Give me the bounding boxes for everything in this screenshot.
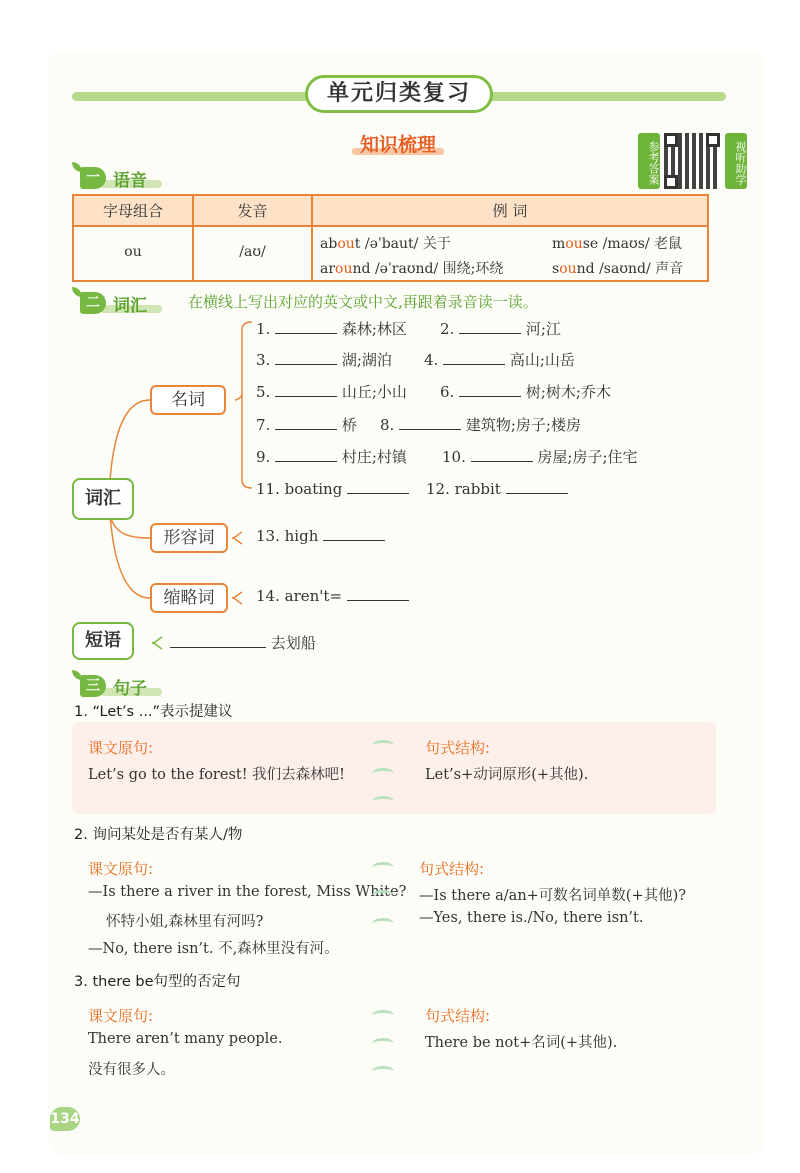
section-number: 三 [80,675,106,697]
section-number: 一 [80,167,106,189]
structure-text: —Is there a/an+可数名词单数(+其他)? [419,888,687,904]
category-noun: 名词 [150,385,226,415]
example-word: sound /saʊnd/ 声音 [552,261,684,277]
original-label: 课文原句: [88,860,154,878]
original-sentence: —No, there isn’t. 不,森林里没有河。 [88,941,339,957]
vocab-instruction: 在横线上写出对应的英文或中文,再跟着录音读一读。 [188,293,538,311]
category-phrase: 短语 [72,622,134,660]
structure-text: There be not+名词(+其他). [425,1035,618,1051]
arc-decoration [372,890,394,901]
structure-text: Let’s+动词原形(+其他). [425,767,589,783]
qr-code-icon[interactable] [662,131,722,191]
section-title: 句子 [113,679,147,699]
category-adjective: 形容词 [150,523,228,553]
category-abbreviation: 缩略词 [150,583,228,613]
pronunciation: /aʊ/ [239,244,266,260]
sentence-point-title: 2. 询问某处是否有某人/物 [74,827,243,843]
vocab-item: 10. 房屋;房子;住宅 [442,448,638,466]
section-subtitle: 知识梳理 [359,134,436,156]
arc-decoration [372,862,394,873]
vocab-item: 14. aren't= [256,586,409,605]
original-label: 课文原句: [88,739,154,757]
original-label: 课文原句: [88,1007,154,1025]
table-header: 字母组合 [102,202,163,220]
phonics-table [72,194,709,282]
original-sentence: 没有很多人。 [88,1062,175,1078]
sentence-point-title: 3. there be句型的否定句 [74,974,241,990]
vocab-item: 6. 树;树木;乔木 [440,383,611,401]
arc-decoration [372,918,394,929]
vocab-item: 7. 桥 [256,416,357,434]
sentence-point-title: 1. “Let’s ...”表示提建议 [74,704,233,720]
section-title: 词汇 [113,296,147,316]
structure-text: —Yes, there is./No, there isn’t. [419,910,644,926]
vocab-item: 2. 河;江 [440,320,561,338]
phrase-item: 去划船 [170,632,316,653]
original-sentence: 怀特小姐,森林里有河吗? [106,914,264,930]
section-number: 二 [80,292,106,314]
original-sentence: There aren’t many people. [88,1031,283,1047]
vocab-item: 11. boating [256,479,409,498]
table-header: 例 词 [492,202,528,220]
structure-label: 句式结构: [419,860,485,878]
section-title: 语音 [113,171,147,191]
example-word: about /əˈbaut/ 关于 [320,236,451,252]
original-sentence: —Is there a river in the forest, Miss White? [88,884,407,900]
vocab-item: 1. 森林;林区 [256,320,407,338]
vocab-item: 3. 湖;湖泊 [256,351,392,369]
vocab-item: 12. rabbit [426,479,568,498]
arc-decoration [372,1010,394,1021]
example-word: mouse /maʊs/ 老鼠 [552,236,683,252]
structure-label: 句式结构: [425,739,491,757]
example-word: around /əˈraʊnd/ 围绕;环绕 [320,261,504,277]
vocab-item: 4. 高山;山岳 [424,351,575,369]
letter-combination: ou [124,244,142,260]
table-header: 发音 [237,202,268,220]
arc-decoration [372,1066,394,1077]
vocab-item: 9. 村庄;村镇 [256,448,407,466]
page-number: 134 [50,1107,80,1131]
structure-label: 句式结构: [425,1007,491,1025]
vocab-item: 13. high [256,526,385,545]
arc-decoration [372,1038,394,1049]
audio-help-tag[interactable]: 视听助学 [725,133,747,189]
vocab-item: 8. 建筑物;房子;楼房 [380,416,581,434]
unit-title: 单元归类复习 [305,75,493,113]
vocab-item: 5. 山丘;小山 [256,383,407,401]
answer-tag[interactable]: 参考答案 [638,133,660,189]
original-sentence: Let’s go to the forest! 我们去森林吧! [88,767,345,783]
arc-decoration [372,740,394,751]
vocab-root: 词汇 [72,478,134,520]
arc-decoration [372,768,394,779]
arc-decoration [372,796,394,807]
